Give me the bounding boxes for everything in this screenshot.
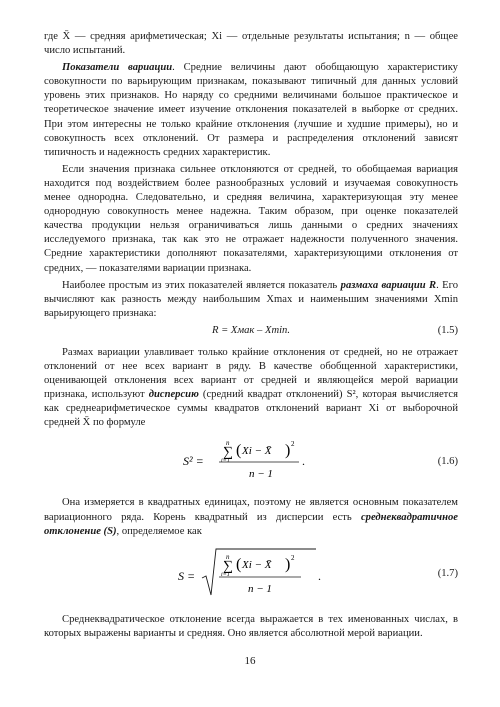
close-paren-icon: ) xyxy=(285,555,291,573)
open-paren-icon: ( xyxy=(236,442,242,460)
period-icon: . xyxy=(302,454,305,469)
document-page xyxy=(44,30,458,641)
term-range: размаха вариации R xyxy=(340,279,437,291)
period-icon: . xyxy=(318,568,321,583)
page-number: 16 xyxy=(244,655,256,667)
paragraph-deviation: Если значения признака сильнее отклоняются от средней, то обобщаемая вариация находится под воздействием более разнообразных условий и изучаемая совокупность менее однородна. Следовательно, и средняя величина, характеризующая эту менее однородную совокупность менее надежна. Таким образом, при оценке показателей качества продукции нельзя ограничиваться лишь данными о средних значениях исследуемого признака, так как это не отражает надежности полученного значения. Средние характеристики дополняют показателями, характеризующими отклонения от средних, — показателями вариации признака. xyxy=(44,163,458,274)
exponent-icon: 2 xyxy=(291,553,295,562)
formula-1-6 xyxy=(44,436,458,488)
formula-lhs: S = xyxy=(178,568,196,583)
term-variation-indicators: Показатели вариации xyxy=(62,62,173,74)
formula-1-5 xyxy=(44,324,458,342)
formula-number: (1.7) xyxy=(437,567,458,579)
sigma-icon: ∑ xyxy=(223,558,233,574)
term-dispersion: дисперсию xyxy=(148,389,199,401)
paragraph-variation-indicators xyxy=(44,61,458,160)
deviation-term: Xi − X̄ xyxy=(242,445,272,458)
denominator: n − 1 xyxy=(248,582,272,595)
paragraph-dispersion: Размах вариации улавливает только крайние отклонения от средней, но не отражает отклонений от нее всех вариант в ряду. В качестве обобщенной характеристики, оценивающей отклонения всех вариант от средней и являющейся мерой вариации признака, используют дисперсию (средний квадрат отклонений) S², которая вычисляется как среднеарифметическое суммы квадратов отклонений вариант Xi от выборочной средней X̄ по формуле xyxy=(44,346,458,429)
std-deviation-formula-graphic xyxy=(176,545,326,605)
sum-upper-limit: n xyxy=(226,439,230,448)
formula-lhs: S² = xyxy=(183,454,204,469)
denominator: n − 1 xyxy=(249,468,273,481)
term-std-deviation: среднеквадратичное отклонение (S) xyxy=(44,511,458,537)
sigma-icon: ∑ xyxy=(223,445,233,461)
sum-upper-limit: n xyxy=(226,552,230,561)
paragraph-variation-indicators-text: . Средние величины дают обобщающую характеристику совокупности по варьирующим признакам, показывают типичный для данных условий уровень этих признаков. Но наряду со средними величинами большое практическое и теоретическое значение имеет изучение отклонения показателей в выборке от средних. При этом интересны не только крайние отклонения (лучшие и худшие примеры), но и совокупность всех отклонений. От размера и распределения отклонений зависят типичность и надежность средних характеристик. xyxy=(44,62,458,158)
paragraph-definitions: где X̄ — средняя арифметическая; Xi — отдельные результаты испытания; n — общее число испытаний. xyxy=(44,31,458,57)
formula-range-expression: R = Xмак – Xmin. xyxy=(211,324,290,336)
sum-lower-limit: i=1 xyxy=(221,571,230,578)
dispersion-formula-graphic xyxy=(181,436,321,488)
sum-lower-limit: i=1 xyxy=(221,458,230,465)
paragraph-conclusion: Среднеквадратическое отклонение всегда выражается в тех именованных числах, в которых выражены варианты и средняя. Оно является абсолютной мерой вариации. xyxy=(44,613,458,639)
paragraph-std-deviation: Она измеряется в квадратных единицах, поэтому не является основным показателем вариационного ряда. Корень квадратный из дисперсии есть среднеквадратичное отклонение (S), определяемое как xyxy=(44,497,458,537)
exponent-icon: 2 xyxy=(291,440,295,449)
open-paren-icon: ( xyxy=(236,555,242,573)
formula-number: (1.6) xyxy=(437,456,458,468)
paragraph-range: Наиболее простым из этих показателей является показатель размаха вариации R. Его вычисляют как разность между наибольшим Xmax и наименьшим значениями Xmin варьирующего признака: xyxy=(44,279,458,319)
formula-number: (1.5) xyxy=(437,324,458,336)
formula-1-7 xyxy=(44,545,458,605)
close-paren-icon: ) xyxy=(285,442,291,460)
deviation-term: Xi − X̄ xyxy=(242,558,272,571)
